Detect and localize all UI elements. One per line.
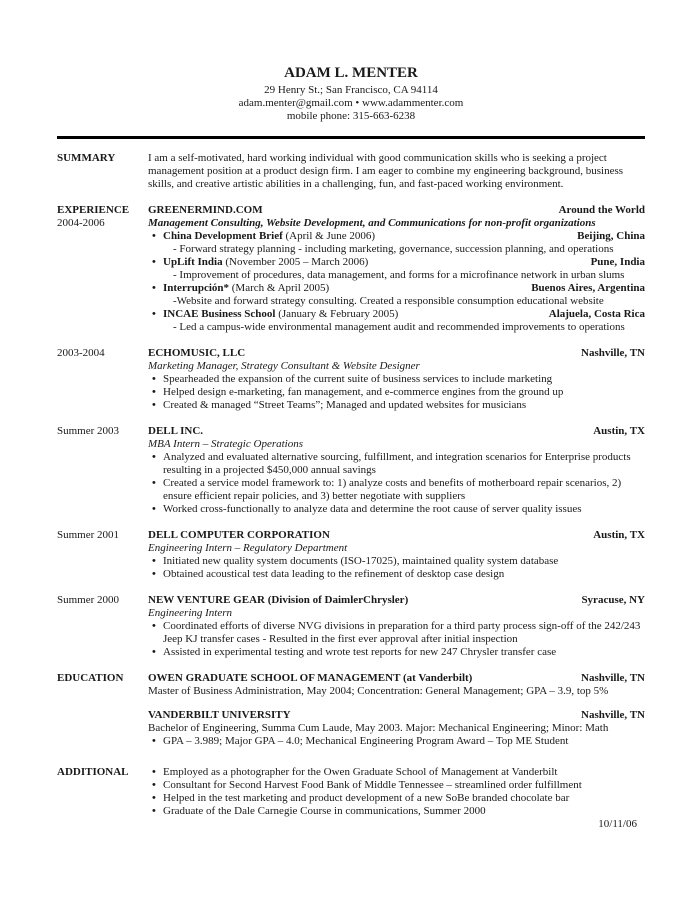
bullet-item: • Spearheaded the expansion of the current suite of business services to include marketing [148, 373, 645, 386]
project-name: UpLift India [163, 256, 223, 268]
job-location: Austin, TX [593, 425, 645, 437]
job-location: Austin, TX [593, 529, 645, 541]
job-section [57, 347, 645, 412]
job-title: Engineering Intern – Regulatory Department [148, 542, 348, 554]
person-phone: mobile phone: 315-663-6238 [286, 110, 416, 122]
job-title: Engineering Intern [148, 607, 233, 619]
bullet-item: • Created a service model framework to: 1) analyze costs and benefits of motherboard repair scenarios, 2) ensure efficient repair policies, and 3) better negotiate with suppliers [148, 477, 645, 503]
person-contact: adam.menter@gmail.com • www.adammenter.com [238, 97, 464, 109]
job-dates: Summer 2003 [57, 425, 120, 437]
school-degree: Master of Business Administration, May 2004; Concentration: General Management; GPA – 3.9, top 5% [148, 685, 609, 697]
project-heading [163, 256, 368, 269]
additional-label-col [57, 766, 148, 831]
job-location: Around the World [558, 204, 645, 216]
job-title: Marketing Manager, Strategy Consultant & Website Designer [148, 360, 420, 372]
job-entry [148, 204, 645, 334]
job-entry [148, 425, 645, 516]
bullet-item: • Worked cross-functionally to analyze data and determine the root cause of server quality issues [148, 503, 645, 516]
job-dates: 2004-2006 [57, 217, 105, 229]
project-name: China Development Brief [163, 230, 283, 242]
project-note: - Led a campus-wide environmental management audit and recommended improvements to operations [173, 321, 625, 333]
bullet-item: • Coordinated efforts of diverse NVG divisions in preparation for a third party process sign-off of the 242/243 Jeep KJ transfer cases - Resulted in the first ever approval after initial inspection [148, 620, 645, 646]
school-entry [148, 672, 645, 698]
project-name: INCAE Business School [163, 308, 276, 320]
job-dates-col [57, 594, 148, 659]
education-label-col [57, 672, 148, 748]
additional-label: ADDITIONAL [57, 766, 129, 778]
job-entry [148, 347, 645, 412]
summary-label-col [57, 152, 148, 191]
job-entry [148, 529, 645, 581]
job-company: DELL INC. [148, 425, 204, 437]
job-company: DELL COMPUTER CORPORATION [148, 529, 330, 541]
person-address: 29 Henry St.; San Francisco, CA 94114 [264, 84, 438, 96]
additional-bullet: • Consultant for Second Harvest Food Bank of Middle Tennessee – streamlined order fulfillment [148, 779, 645, 792]
job-title: MBA Intern – Strategic Operations [148, 438, 303, 450]
school-degree: Bachelor of Engineering, Summa Cum Laude, May 2003. Major: Mechanical Engineering; Minor: Math [148, 722, 609, 734]
job-entry [148, 594, 645, 659]
project-detail: (January & February 2005) [278, 308, 399, 320]
project-detail: (April & June 2006) [285, 230, 376, 242]
summary-label: SUMMARY [57, 152, 116, 164]
bullet-item: • Initiated new quality system documents (ISO-17025), maintained quality system database [148, 555, 645, 568]
project-heading [163, 230, 375, 243]
section-education [57, 672, 645, 748]
project-note: - Improvement of procedures, data management, and forms for a microfinance network in urban slums [173, 269, 625, 281]
job-dates: Summer 2000 [57, 594, 120, 606]
job-section [57, 529, 645, 581]
project-detail: (March & April 2005) [231, 282, 330, 294]
project-row [148, 256, 645, 282]
project-row [148, 230, 645, 256]
bullet-item: • Helped design e-marketing, fan management, and e-commerce engines from the ground up [148, 386, 645, 399]
project-location: Beijing, China [577, 230, 645, 242]
school-entry [148, 709, 645, 748]
person-name: ADAM L. MENTER [284, 65, 418, 81]
job-company: GREENERMIND.COM [148, 204, 263, 216]
section-experience [57, 204, 645, 334]
project-detail: (November 2005 – March 2006) [225, 256, 369, 268]
project-location: Alajuela, Costa Rica [548, 308, 645, 320]
job-dates-col [57, 347, 148, 412]
project-heading [163, 282, 329, 295]
job-section [57, 594, 645, 659]
experience-label: EXPERIENCE [57, 204, 130, 216]
project-location: Pune, India [590, 256, 645, 268]
job-dates-col [57, 529, 148, 581]
experience-label-col [57, 204, 148, 334]
job-location: Syracuse, NY [581, 594, 645, 606]
project-note: - Forward strategy planning - including marketing, governance, succession planning, and operations [173, 243, 614, 255]
additional-bullet: • Graduate of the Dale Carnegie Course in communications, Summer 2000 [148, 805, 645, 818]
project-name: Interrupción* [163, 282, 229, 294]
project-row [148, 308, 645, 334]
project-row [148, 282, 645, 308]
education-label: EDUCATION [57, 672, 124, 684]
job-location: Nashville, TN [581, 347, 645, 359]
job-dates-col [57, 425, 148, 516]
school-bullet: • GPA – 3.989; Major GPA – 4.0; Mechanical Engineering Program Award – Top ME Student [148, 735, 645, 748]
job-company: NEW VENTURE GEAR (Division of DaimlerChrysler) [148, 594, 409, 606]
additional-bullet: • Helped in the test marketing and product development of a new SoBe branded chocolate bar [148, 792, 645, 805]
job-section [57, 425, 645, 516]
project-location: Buenos Aires, Argentina [531, 282, 645, 294]
header [57, 64, 645, 139]
summary-text: I am a self-motivated, hard working individual with good communication skills who is seeking a project management position at a product design firm. I am eager to combine my engineering background, business skills, and creative artistic abilities in a challenging, fun, and fast-paced working environment. [148, 152, 624, 190]
bullet-item: • Created & managed “Street Teams”; Managed and updated websites for musicians [148, 399, 645, 412]
additional-bullet: • Employed as a photographer for the Owen Graduate School of Management at Vanderbilt [148, 766, 645, 779]
bullet-item: • Analyzed and evaluated alternative sourcing, fulfillment, and integration scenarios for Enterprise products resulting in a projected $450,000 annual savings [148, 451, 645, 477]
job-company: ECHOMUSIC, LLC [148, 347, 246, 359]
bullet-item: • Assisted in experimental testing and wrote test reports for new 247 Chrysler transfer case [148, 646, 645, 659]
job-title: Management Consulting, Website Development, and Communications for non-profit organizations [148, 217, 596, 229]
job-dates: Summer 2001 [57, 529, 120, 541]
footer-date: 10/11/06 [598, 818, 637, 830]
school-name: VANDERBILT UNIVERSITY [148, 709, 291, 721]
bullet-item: • Obtained acoustical test data leading to the refinement of desktop case design [148, 568, 645, 581]
section-additional [57, 766, 645, 831]
school-name: OWEN GRADUATE SCHOOL OF MANAGEMENT (at Vanderbilt) [148, 672, 473, 684]
school-location: Nashville, TN [581, 672, 645, 684]
job-dates: 2003-2004 [57, 347, 105, 359]
project-heading [163, 308, 398, 321]
section-summary [57, 152, 645, 191]
school-location: Nashville, TN [581, 709, 645, 721]
project-note: -Website and forward strategy consulting. Created a responsible consumption educational website [173, 295, 604, 307]
